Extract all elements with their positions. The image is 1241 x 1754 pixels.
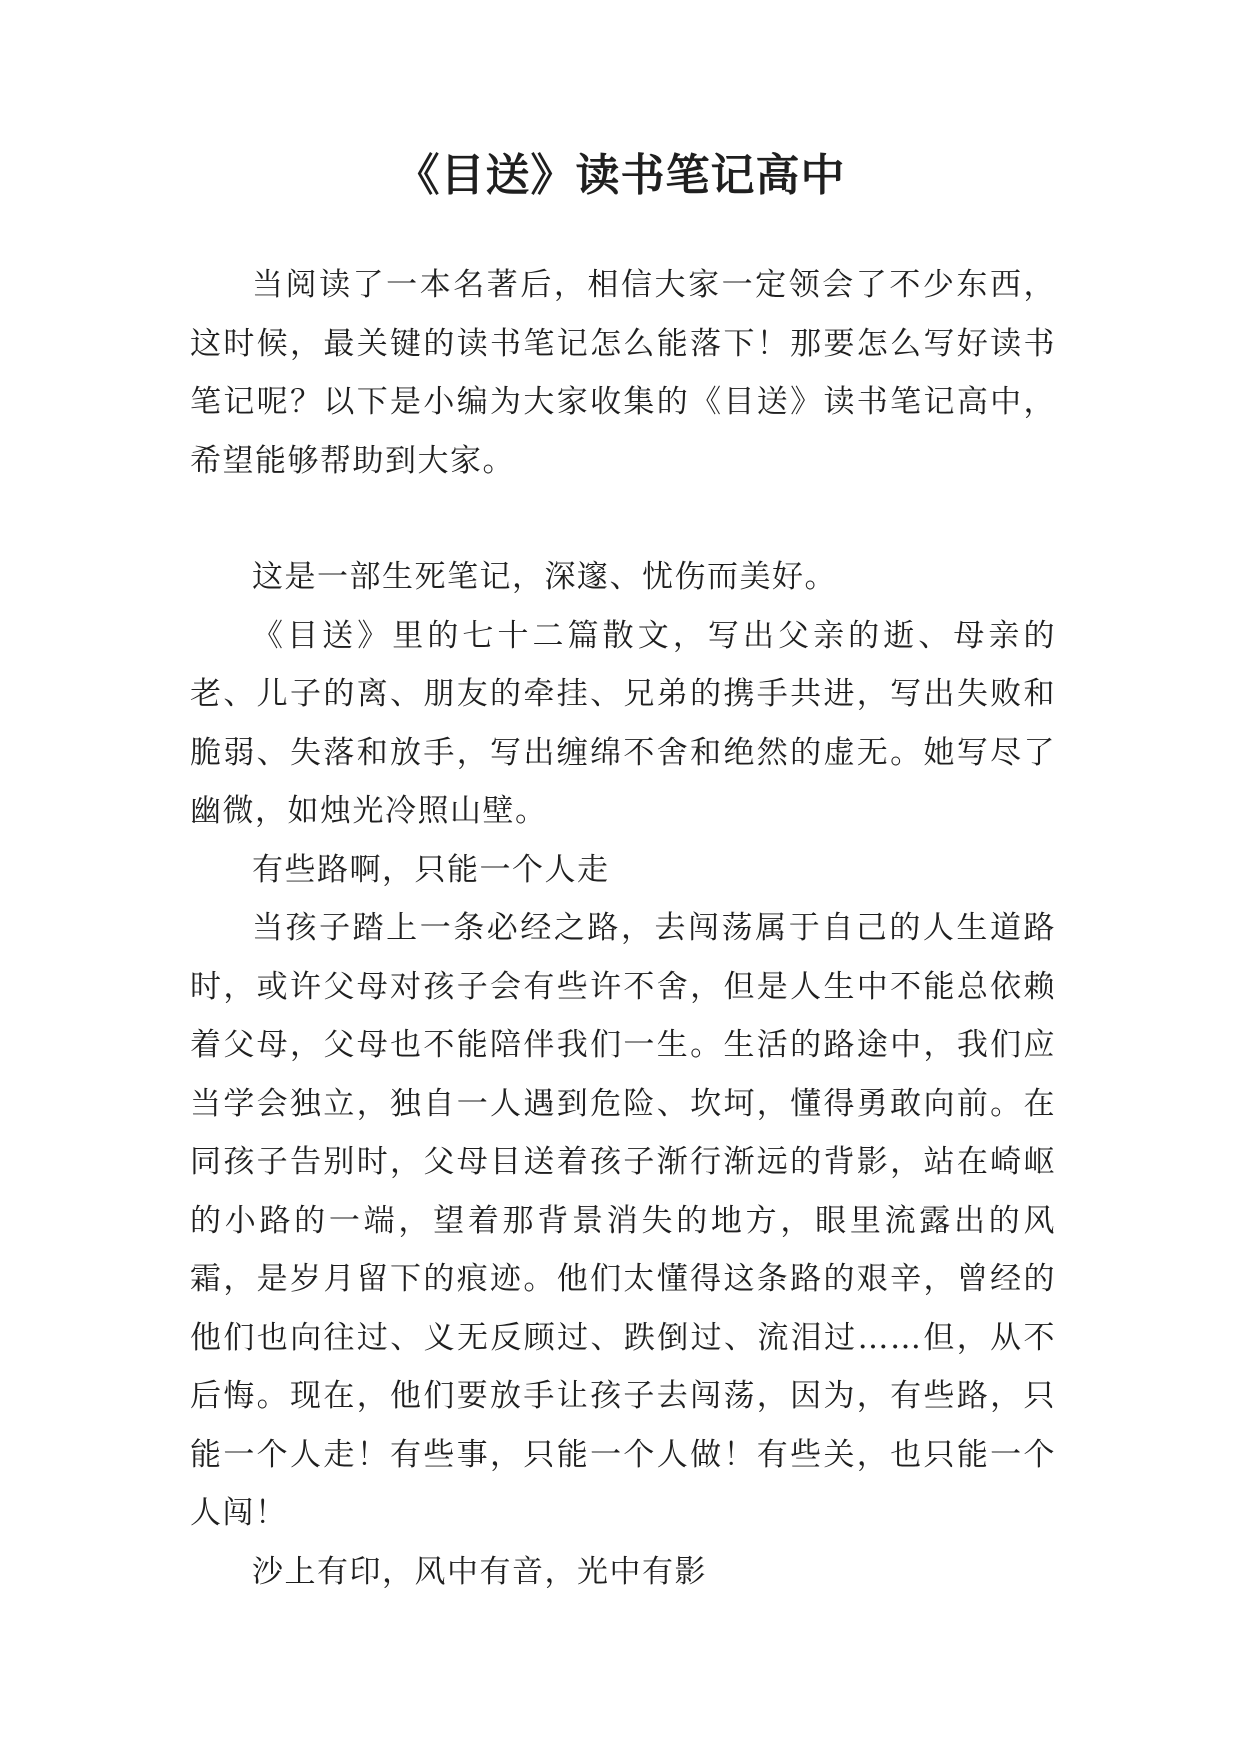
document-title: 《目送》读书笔记高中 [395,150,846,201]
section-heading: 沙上有印，风中有音，光中有影 [252,1553,707,1590]
body-paragraph: 当孩子踏上一条必经之路，去闯荡属于自己的人生道路时，或许父母对孩子会有些许不舍，但是人生中不能总依赖着父母，父母也不能陪伴我们一生。生活的路途中，我们应当学会独立，独自一人遇到危险、坎坷，懂得勇敢向前。在同孩子告别时，父母目送着孩子渐行渐远的背影，站在崎岖的小路的一端，望着那背景消失的地方，眼里流露出的风霜，是岁月留下的痕迹。他们太懂得这条路的艰辛，曾经的他们也向往过、义无反顾过、跌倒过、流泪过……但，从不后悔。现在，他们要放手让孩子去闯荡，因为，有些路，只能一个人走！有些事，只能一个人做！有些关，也只能一个人闯！ [190,910,1056,1531]
body-paragraph: 《目送》里的七十二篇散文，写出父亲的逝、母亲的老、儿子的离、朋友的牵挂、兄弟的携手共进，写出失败和脆弱、失落和放手，写出缠绵不舍和绝然的虚无。她写尽了幽微，如烛光冷照山壁。 [190,617,1056,829]
body-paragraph: 这是一部生死笔记，深邃、忧伤而美好。 [252,559,837,595]
intro-paragraph: 当阅读了一本名著后，相信大家一定领会了不少东西，这时候，最关键的读书笔记怎么能落下！那要怎么写好读书笔记呢？以下是小编为大家收集的《目送》读书笔记高中，希望能够帮助到大家。 [190,267,1056,479]
paragraph-spacer [190,490,1056,548]
section-heading: 有些路啊，只能一个人走 [252,851,610,888]
document-body [190,256,1056,1601]
